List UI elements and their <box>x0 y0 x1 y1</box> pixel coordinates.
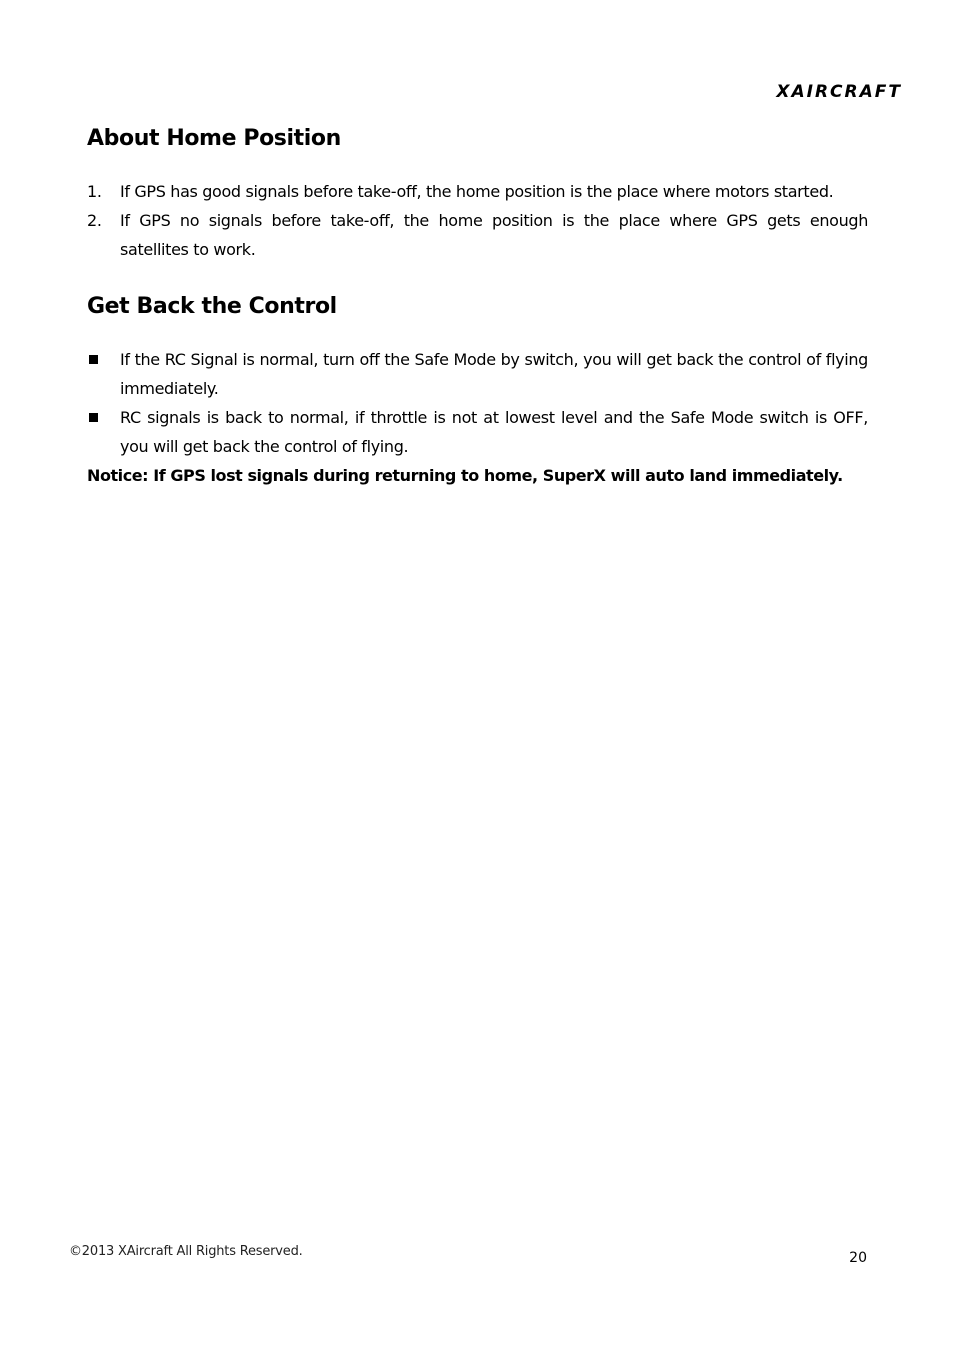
list-item-text: RC signals is back to normal, if throttle is not at lowest level and the Safe Mode switch is OFF, you will get back the control of flying. <box>120 408 868 456</box>
page-number: 20 <box>849 1250 867 1266</box>
brand-logo: XAIRCRAFT <box>776 82 902 102</box>
list-number: 2. <box>87 211 102 230</box>
list-item-text: If the RC Signal is normal, turn off the Safe Mode by switch, you will get back the control of flying immediately. <box>120 350 868 398</box>
list-number: 1. <box>87 182 102 201</box>
get-back-control-list <box>87 345 868 461</box>
square-bullet-icon <box>89 355 98 364</box>
list-item <box>87 206 868 264</box>
home-position-list <box>87 177 868 264</box>
list-item <box>87 177 868 206</box>
list-item <box>87 403 868 461</box>
notice-text: Notice: If GPS lost signals during returning to home, SuperX will auto land immediately. <box>87 466 843 485</box>
footer-copyright: ©2013 XAircraft All Rights Reserved. <box>69 1244 303 1259</box>
square-bullet-icon <box>89 413 98 422</box>
list-item <box>87 345 868 403</box>
section-heading-home-position: About Home Position <box>87 126 341 151</box>
list-item-text: If GPS no signals before take-off, the home position is the place where GPS gets enough satellites to work. <box>120 211 868 259</box>
section-heading-get-back-control: Get Back the Control <box>87 294 337 319</box>
list-item-text: If GPS has good signals before take-off, the home position is the place where motors started. <box>120 182 834 201</box>
